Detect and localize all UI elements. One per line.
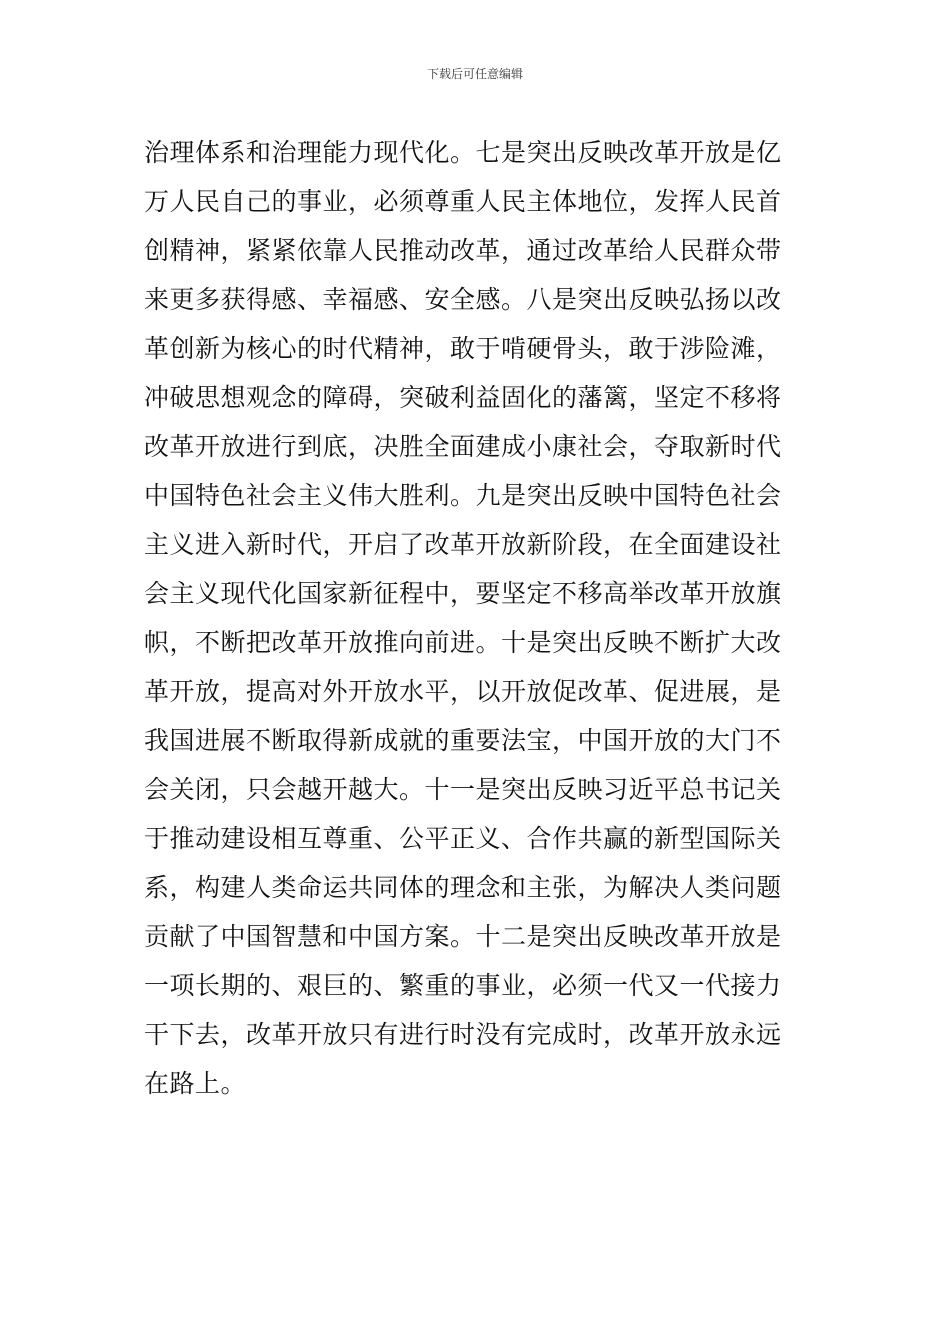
text-line: 革开放，提高对外开放水平，以开放促改革、促进展，是 xyxy=(144,677,782,706)
text-line: 改革开放进行到底，决胜全面建成小康社会，夺取新时代 xyxy=(144,432,782,461)
text-line: 治理体系和治理能力现代化。七是突出反映改革开放是亿 xyxy=(144,138,782,167)
text-line: 中国特色社会主义伟大胜利。九是突出反映中国特色社会 xyxy=(144,481,782,510)
text-line: 贡献了中国智慧和中国方案。十二是突出反映改革开放是 xyxy=(144,922,782,951)
text-line: 会主义现代化国家新征程中，要坚定不移高举改革开放旗 xyxy=(144,579,782,608)
text-line: 一项长期的、艰巨的、繁重的事业，必须一代又一代接力 xyxy=(144,971,782,1000)
text-line: 冲破思想观念的障碍，突破利益固化的藩篱，坚定不移将 xyxy=(144,383,782,412)
text-line: 会关闭，只会越开越大。十一是突出反映习近平总书记关 xyxy=(144,775,782,804)
text-line: 在路上。 xyxy=(144,1069,247,1098)
text-line: 革创新为核心的时代精神，敢于啃硬骨头，敢于涉险滩， xyxy=(144,334,782,363)
text-line: 来更多获得感、幸福感、安全感。八是突出反映弘扬以改 xyxy=(144,285,782,314)
text-line: 系，构建人类命运共同体的理念和主张，为解决人类问题 xyxy=(144,873,782,902)
text-line: 主义进入新时代，开启了改革开放新阶段，在全面建设社 xyxy=(144,530,782,559)
text-line: 我国进展不断取得新成就的重要法宝，中国开放的大门不 xyxy=(144,726,782,755)
text-line: 帜，不断把改革开放推向前进。十是突出反映不断扩大改 xyxy=(144,628,782,657)
body-paragraph xyxy=(144,128,806,1108)
text-line: 创精神，紧紧依靠人民推动改革，通过改革给人民群众带 xyxy=(144,236,782,265)
text-line: 干下去，改革开放只有进行时没有完成时，改革开放永远 xyxy=(144,1020,782,1049)
text-line: 万人民自己的事业，必须尊重人民主体地位，发挥人民首 xyxy=(144,187,782,216)
page-header-note: 下载后可任意编辑 xyxy=(426,67,523,81)
text-line: 于推动建设相互尊重、公平正义、合作共赢的新型国际关 xyxy=(144,824,782,853)
